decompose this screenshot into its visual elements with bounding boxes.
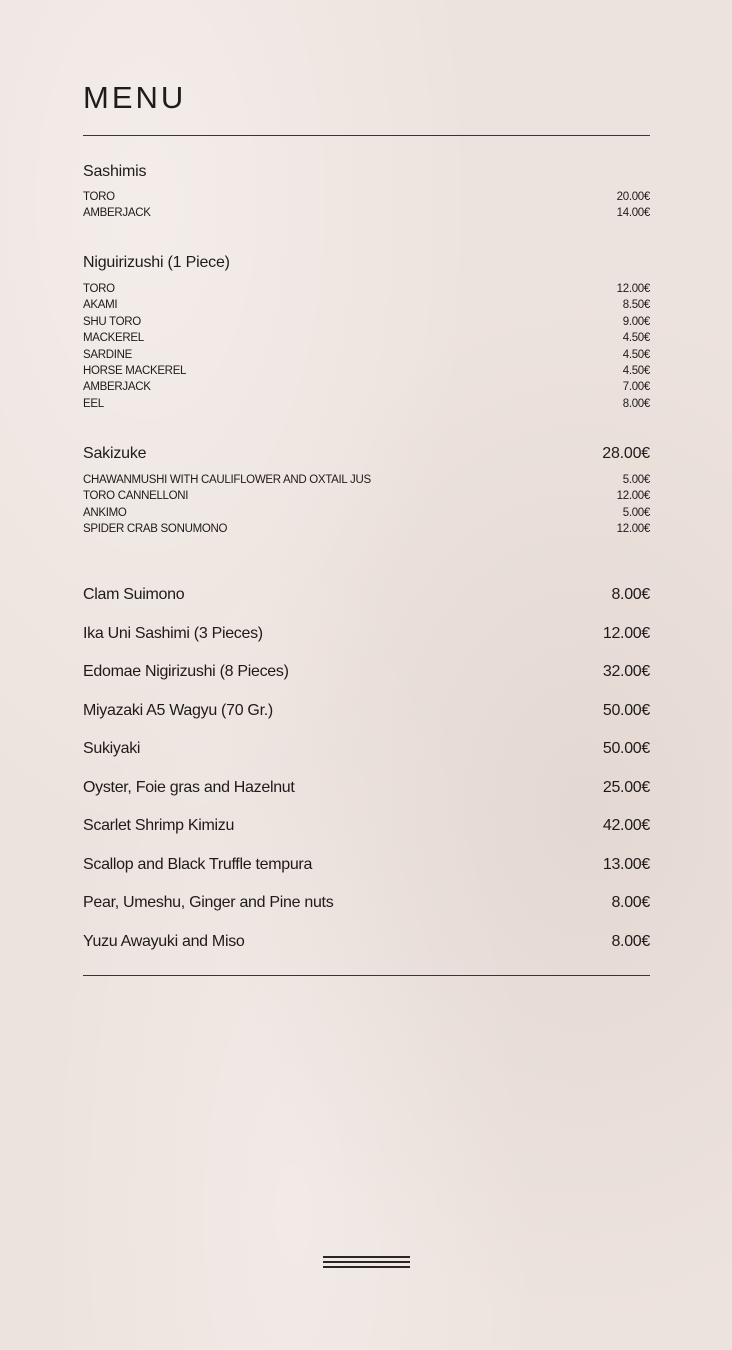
- list-item: [83, 623, 650, 662]
- item-name: SPIDER CRAB SONUMONO: [83, 523, 228, 536]
- dish-name: Yuzu Awayuki and Miso: [83, 932, 245, 950]
- item-price: 12.00€: [616, 490, 650, 503]
- triple-line-logo-icon: [323, 1256, 410, 1271]
- bottom-divider: [83, 975, 650, 976]
- logo-bar: [323, 1266, 410, 1268]
- item-price: 20.00€: [616, 191, 650, 203]
- list-item: [83, 379, 650, 395]
- list-item: [83, 777, 650, 816]
- list-item: [83, 297, 650, 313]
- item-price: 8.50€: [622, 299, 650, 312]
- item-price: 14.00€: [616, 207, 650, 220]
- section-niguirizushi: [83, 253, 650, 412]
- item-name: EEL: [83, 397, 104, 410]
- list-item: [83, 281, 650, 297]
- dish-price: 8.00€: [611, 894, 650, 911]
- dish-name: Miyazaki A5 Wagyu (70 Gr.): [83, 701, 273, 719]
- item-name: HORSE MACKEREL: [83, 365, 187, 378]
- section-heading-row: [83, 162, 650, 182]
- item-price: 9.00€: [622, 315, 650, 328]
- item-price: 5.00€: [622, 474, 650, 486]
- item-name: SHU TORO: [83, 315, 141, 328]
- list-item: [83, 738, 650, 777]
- section-sashimis: [83, 162, 650, 222]
- item-name: AMBERJACK: [83, 381, 151, 394]
- section-heading-row: [83, 253, 650, 273]
- menu-title: MENU: [83, 80, 187, 115]
- sakizuke-list: [83, 472, 650, 538]
- dish-name: Clam Suimono: [83, 586, 185, 603]
- list-item: [83, 815, 650, 854]
- item-price: 5.00€: [622, 506, 650, 519]
- dish-price: 12.00€: [602, 624, 650, 642]
- dish-name: Scarlet Shrimp Kimizu: [83, 817, 235, 834]
- item-name: AKAMI: [83, 299, 118, 312]
- item-name: SARDINE: [83, 348, 133, 361]
- dish-price: 8.00€: [611, 586, 650, 603]
- section-heading: Sashimis: [83, 163, 147, 180]
- dish-name: Edomae Nigirizushi (8 Pieces): [83, 663, 289, 680]
- list-item: [83, 330, 650, 346]
- item-price: 4.50€: [622, 365, 650, 378]
- list-item: [83, 205, 650, 221]
- list-item: [83, 314, 650, 330]
- dish-price: 8.00€: [611, 932, 650, 950]
- dish-name: Ika Uni Sashimi (3 Pieces): [83, 624, 263, 642]
- item-name: ANKIMO: [83, 506, 127, 519]
- list-item: [83, 347, 650, 363]
- dishes-list: [83, 584, 650, 969]
- section-heading-row: [83, 444, 650, 464]
- section-price: 28.00€: [602, 445, 650, 462]
- logo-bar: [323, 1261, 410, 1263]
- item-name: CHAWANMUSHI WITH CAULIFLOWER AND OXTAIL JUS: [83, 474, 371, 486]
- item-name: TORO CANNELLONI: [83, 490, 189, 503]
- list-item: [83, 472, 650, 488]
- list-item: [83, 396, 650, 412]
- list-item: [83, 700, 650, 739]
- item-price: 4.50€: [622, 348, 650, 361]
- dish-price: 25.00€: [602, 778, 650, 796]
- item-price: 8.00€: [622, 397, 650, 410]
- dish-name: Oyster, Foie gras and Hazelnut: [83, 778, 295, 796]
- list-item: [83, 521, 650, 537]
- section-sakizuke: [83, 444, 650, 538]
- dish-name: Sukiyaki: [83, 740, 141, 757]
- item-name: AMBERJACK: [83, 207, 151, 220]
- list-item: [83, 488, 650, 504]
- top-divider: [83, 135, 650, 136]
- item-price: 4.50€: [622, 332, 650, 345]
- list-item: [83, 363, 650, 379]
- dish-price: 42.00€: [602, 817, 650, 834]
- list-item: [83, 505, 650, 521]
- item-price: 12.00€: [616, 523, 650, 536]
- sashimis-list: [83, 189, 650, 222]
- dish-price: 50.00€: [602, 740, 650, 757]
- list-item: [83, 854, 650, 893]
- dish-name: Pear, Umeshu, Ginger and Pine nuts: [83, 894, 334, 911]
- dish-price: 32.00€: [602, 663, 650, 680]
- item-name: MACKEREL: [83, 332, 144, 345]
- item-name: TORO: [83, 283, 115, 295]
- item-price: 7.00€: [622, 381, 650, 394]
- dish-name: Scallop and Black Truffle tempura: [83, 855, 313, 873]
- niguirizushi-list: [83, 281, 650, 412]
- section-heading: Sakizuke: [83, 445, 147, 462]
- logo-bar: [323, 1256, 410, 1258]
- list-item: [83, 661, 650, 700]
- list-item: [83, 892, 650, 931]
- list-item: [83, 931, 650, 970]
- section-heading: Niguirizushi (1 Piece): [83, 254, 230, 271]
- dish-price: 50.00€: [602, 701, 650, 719]
- dish-price: 13.00€: [602, 855, 650, 873]
- item-name: TORO: [83, 191, 115, 203]
- list-item: [83, 584, 650, 623]
- item-price: 12.00€: [616, 283, 650, 295]
- list-item: [83, 189, 650, 205]
